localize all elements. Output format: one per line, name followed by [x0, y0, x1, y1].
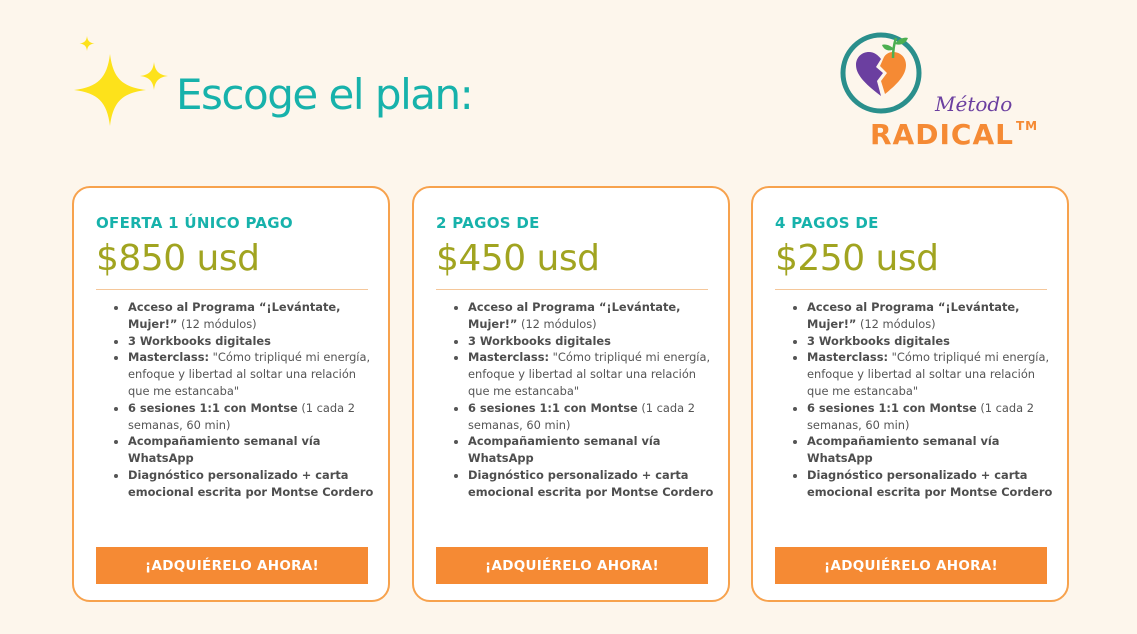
feature-item: [807, 400, 1057, 434]
logo-radical-text: RADICAL: [870, 118, 1014, 151]
page-title: Escoge el plan:: [176, 70, 473, 119]
feature-item: [468, 333, 718, 350]
brand-logo: [838, 30, 1038, 160]
divider: [96, 289, 368, 290]
feature-list: [783, 299, 1057, 501]
logo-trademark: TM: [1015, 119, 1039, 133]
feature-title: 6 sesiones 1:1 con Montse: [807, 400, 977, 415]
feature-detail: "Cómo tripliqué mi energía, enfoque y libertad al soltar una relación que me estancaba": [468, 350, 711, 398]
feature-detail: "Cómo tripliqué mi energía, enfoque y libertad al soltar una relación que me estancaba": [807, 350, 1050, 398]
feature-title: Acceso al Programa “¡Levántate, Mujer!”: [128, 300, 341, 331]
plan-label: 4 PAGOS DE: [775, 214, 879, 232]
feature-detail: (1 cada 2 semanas, 60 min): [468, 400, 695, 432]
divider: [436, 289, 708, 290]
plan-card-single-payment: [72, 186, 390, 602]
feature-list: [104, 299, 378, 501]
buy-now-button[interactable]: ¡ADQUIÉRELO AHORA!: [96, 547, 368, 584]
feature-title: Diagnóstico personalizado + carta emocional escrita por Montse Cordero: [807, 467, 1053, 499]
feature-item: [128, 400, 378, 434]
feature-item: [468, 299, 718, 333]
feature-title: Acceso al Programa “¡Levántate, Mujer!”: [807, 300, 1020, 331]
feature-item: [807, 467, 1057, 501]
feature-title: Masterclass:: [128, 350, 210, 365]
feature-title: Acompañamiento semanal vía WhatsApp: [807, 434, 1000, 466]
page-header: [0, 0, 1137, 180]
feature-title: Acceso al Programa “¡Levántate, Mujer!”: [468, 300, 681, 331]
feature-item: [128, 433, 378, 467]
plan-card-two-payments: [412, 186, 730, 602]
feature-title: Acompañamiento semanal vía WhatsApp: [468, 434, 661, 466]
feature-item: [468, 400, 718, 434]
plan-card-four-payments: [751, 186, 1069, 602]
plan-price: $450 usd: [436, 238, 600, 279]
feature-title: 6 sesiones 1:1 con Montse: [468, 400, 638, 415]
divider: [775, 289, 1047, 290]
feature-item: [128, 333, 378, 350]
feature-item: [807, 349, 1057, 399]
feature-detail: (1 cada 2 semanas, 60 min): [128, 400, 355, 432]
sparkles-icon: [70, 34, 180, 144]
feature-list: [444, 299, 718, 501]
feature-title: Masterclass:: [807, 350, 889, 365]
feature-detail: (12 módulos): [856, 316, 936, 331]
plan-price: $250 usd: [775, 238, 939, 279]
feature-title: 6 sesiones 1:1 con Montse: [128, 400, 298, 415]
plan-price: $850 usd: [96, 238, 260, 279]
feature-item: [807, 433, 1057, 467]
feature-item: [128, 467, 378, 501]
feature-title: Masterclass:: [468, 350, 550, 365]
feature-detail: (12 módulos): [177, 316, 257, 331]
feature-title: Acompañamiento semanal vía WhatsApp: [128, 434, 321, 466]
feature-detail: (12 módulos): [517, 316, 597, 331]
feature-title: Diagnóstico personalizado + carta emocional escrita por Montse Cordero: [128, 467, 374, 499]
buy-now-button[interactable]: ¡ADQUIÉRELO AHORA!: [436, 547, 708, 584]
feature-item: [468, 349, 718, 399]
feature-item: [128, 299, 378, 333]
logo-word-small: Método: [935, 92, 1013, 116]
plans-container: [72, 186, 1072, 602]
buy-now-button[interactable]: ¡ADQUIÉRELO AHORA!: [775, 547, 1047, 584]
feature-title: 3 Workbooks digitales: [468, 333, 611, 348]
plan-label: 2 PAGOS DE: [436, 214, 540, 232]
feature-title: 3 Workbooks digitales: [128, 333, 271, 348]
feature-item: [468, 433, 718, 467]
feature-item: [468, 467, 718, 501]
feature-item: [807, 333, 1057, 350]
broken-heart-sprout-icon: [838, 30, 924, 116]
feature-item: [807, 299, 1057, 333]
plan-label: OFERTA 1 ÚNICO PAGO: [96, 214, 293, 232]
feature-title: 3 Workbooks digitales: [807, 333, 950, 348]
feature-detail: "Cómo tripliqué mi energía, enfoque y libertad al soltar una relación que me estancaba": [128, 350, 371, 398]
logo-word-main: [870, 118, 1038, 151]
feature-item: [128, 349, 378, 399]
feature-title: Diagnóstico personalizado + carta emocional escrita por Montse Cordero: [468, 467, 714, 499]
feature-detail: (1 cada 2 semanas, 60 min): [807, 400, 1034, 432]
